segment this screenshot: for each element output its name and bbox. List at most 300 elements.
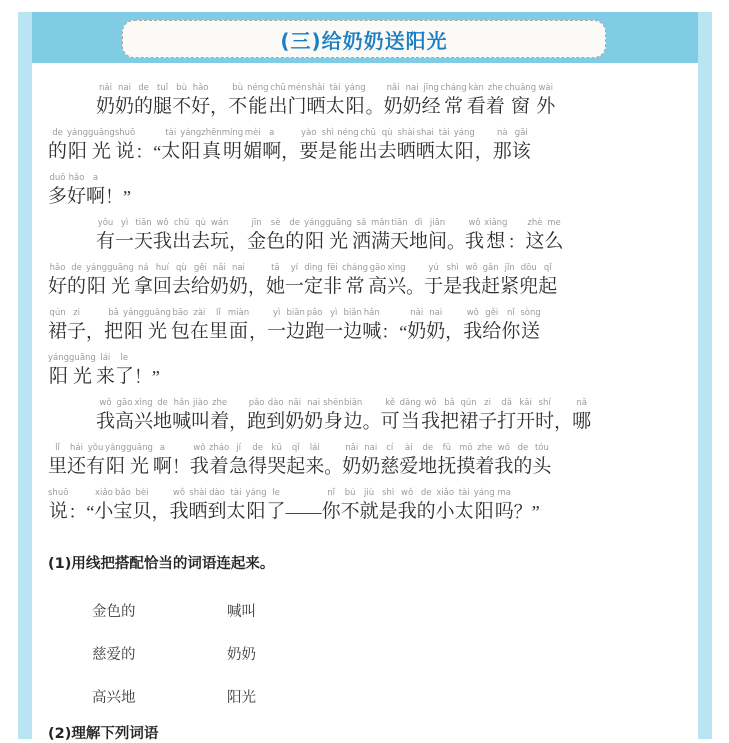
hanzi-character: 这 <box>525 231 545 252</box>
pinyin-annotation: míng <box>221 128 244 138</box>
annotated-character <box>403 83 422 119</box>
hanzi-character: 一 <box>284 276 304 297</box>
hanzi-character: “ <box>153 142 162 162</box>
pinyin-annotation: nai <box>231 263 245 273</box>
annotated-character <box>424 263 443 299</box>
annotated-character <box>482 308 501 344</box>
annotated-character <box>304 218 325 254</box>
pinyin-annotation: xìng <box>134 398 153 408</box>
pinyin-annotation: yào <box>301 128 317 138</box>
annotated-character <box>463 308 482 344</box>
pinyin-annotation: yì <box>330 308 338 318</box>
pinyin-annotation: de <box>138 83 149 93</box>
annotated-character <box>153 83 172 119</box>
pinyin-annotation: le <box>120 353 129 363</box>
hanzi-character: ， <box>445 322 464 342</box>
pinyin-annotation: shài <box>189 488 207 498</box>
annotated-character <box>326 83 345 119</box>
hanzi-character: 裙 <box>48 321 68 342</box>
punctuation-mark <box>152 353 160 389</box>
annotated-character <box>115 83 134 119</box>
annotated-character <box>86 173 105 209</box>
pinyin-annotation: nǎi <box>212 263 226 273</box>
annotated-character <box>115 218 134 254</box>
pinyin-annotation: pǎo <box>248 398 265 408</box>
hanzi-character: ！ <box>133 367 152 387</box>
annotated-character <box>421 398 440 434</box>
pinyin-annotation: de <box>157 398 168 408</box>
matching-left-term[interactable]: 高兴地 <box>92 690 136 706</box>
pinyin-annotation: wǒ <box>401 488 414 498</box>
hanzi-character: 奶 <box>285 411 305 432</box>
punctuation-mark <box>324 443 342 479</box>
hanzi-character: 面 <box>229 321 249 342</box>
annotated-character <box>191 263 210 299</box>
annotated-character <box>172 398 191 434</box>
hanzi-character: 不 <box>228 96 248 117</box>
hanzi-character: 在 <box>189 321 209 342</box>
annotated-character <box>134 218 153 254</box>
hanzi-character: 。 <box>362 412 381 432</box>
hanzi-character: ！ <box>171 457 190 477</box>
pinyin-annotation: shì <box>446 263 459 273</box>
annotated-character <box>115 128 135 164</box>
pinyin-annotation: ài <box>405 443 413 453</box>
hanzi-character: 该 <box>511 141 531 162</box>
annotated-character <box>96 83 115 119</box>
pinyin-annotation: jīng <box>423 83 439 93</box>
hanzi-character: ， <box>554 412 573 432</box>
hanzi-character: 里 <box>48 456 68 477</box>
annotated-character <box>262 128 281 164</box>
hanzi-character: 非 <box>322 276 342 297</box>
annotated-character <box>48 488 68 524</box>
annotated-character <box>525 218 544 254</box>
annotated-character <box>381 398 400 434</box>
hanzi-character: 晒 <box>396 141 416 162</box>
annotated-character <box>360 488 379 524</box>
hanzi-character: 天 <box>134 231 154 252</box>
annotated-character <box>407 308 426 344</box>
hanzi-character: 跑 <box>305 321 325 342</box>
hanzi-character: 边 <box>343 411 363 432</box>
pinyin-annotation: bǎo <box>115 488 131 498</box>
pinyin-annotation: tài <box>458 488 470 498</box>
punctuation-mark <box>445 308 463 344</box>
hanzi-character: 的 <box>285 231 305 252</box>
annotated-character <box>286 443 305 479</box>
punctuation-mark <box>406 263 424 299</box>
hanzi-character: 阳 <box>68 141 88 162</box>
hanzi-character: 说 <box>115 141 135 162</box>
hanzi-character: “ <box>86 502 95 522</box>
matching-left-term[interactable]: 金色的 <box>92 604 136 620</box>
hanzi-character: 光 <box>329 231 349 252</box>
annotated-character <box>481 263 500 299</box>
annotated-character <box>305 443 324 479</box>
pinyin-annotation: nǐ <box>327 488 335 498</box>
passage-line <box>48 344 682 389</box>
hanzi-character: 子 <box>478 411 498 432</box>
annotated-character <box>443 263 462 299</box>
frame-band-right <box>698 12 712 739</box>
pinyin-annotation: bāo <box>172 308 189 318</box>
annotated-character <box>201 128 221 164</box>
hanzi-character: 奶 <box>115 96 135 117</box>
pinyin-annotation: gāi <box>514 128 528 138</box>
hanzi-character: 奶 <box>304 411 324 432</box>
annotated-character <box>361 443 380 479</box>
pinyin-annotation: de <box>420 488 432 498</box>
hanzi-character: 开 <box>516 411 536 432</box>
pinyin-annotation: bǎ <box>108 308 119 318</box>
pinyin-annotation: de <box>517 443 529 453</box>
passage-line <box>48 164 682 209</box>
annotated-character <box>246 488 267 524</box>
pinyin-annotation: yáng <box>473 488 495 498</box>
punctuation-mark <box>475 128 493 164</box>
annotated-character <box>465 218 484 254</box>
passage-line <box>48 389 682 434</box>
hanzi-character: 。 <box>447 232 466 252</box>
pinyin-annotation: wǒ <box>424 398 437 408</box>
pinyin-annotation: hǎo <box>68 173 85 183</box>
annotated-character <box>399 443 418 479</box>
annotated-character <box>325 218 352 254</box>
pinyin-annotation: qún <box>49 308 66 318</box>
hanzi-character: 太 <box>454 501 474 522</box>
hanzi-character: 得 <box>248 456 268 477</box>
hanzi-character: ， <box>247 277 266 297</box>
pinyin-annotation: yáng <box>344 83 366 93</box>
annotated-character <box>318 128 337 164</box>
annotated-character <box>501 308 520 344</box>
hanzi-character: 送 <box>521 321 541 342</box>
annotated-character <box>436 488 455 524</box>
hanzi-character: 赶 <box>481 276 501 297</box>
annotated-character <box>172 263 191 299</box>
pinyin-annotation: dǎ <box>501 398 512 408</box>
annotated-character <box>96 353 115 389</box>
annotated-character <box>67 443 86 479</box>
pinyin-annotation: jiào <box>193 398 209 408</box>
annotated-character <box>144 308 171 344</box>
annotated-character <box>417 488 436 524</box>
annotated-character <box>190 308 209 344</box>
matching-left-term[interactable]: 慈爱的 <box>92 647 136 663</box>
pinyin-annotation: lái <box>309 443 320 453</box>
punctuation-mark <box>304 488 322 524</box>
pinyin-annotation: qù <box>175 263 187 273</box>
pinyin-annotation: dào <box>209 488 225 498</box>
annotated-character <box>266 218 285 254</box>
annotated-character <box>191 83 210 119</box>
annotated-character <box>379 488 398 524</box>
pinyin-annotation: dōu <box>520 263 537 273</box>
pinyin-annotation: zài <box>193 308 206 318</box>
pinyin-annotation: biān <box>343 398 363 408</box>
pinyin-annotation: bù <box>176 83 187 93</box>
hanzi-character: 当 <box>400 411 420 432</box>
hanzi-character: 光 <box>91 141 111 162</box>
hanzi-character: 要 <box>299 141 319 162</box>
hanzi-character: 给 <box>482 321 502 342</box>
annotated-character <box>153 443 172 479</box>
annotated-character <box>478 398 497 434</box>
hanzi-character: ： <box>135 142 154 162</box>
hanzi-character: 奶 <box>383 96 403 117</box>
hanzi-character: — <box>285 502 304 522</box>
matching-right-term[interactable]: 喊叫 <box>227 604 256 620</box>
hanzi-character: 媚 <box>243 141 263 162</box>
pinyin-annotation: kāi <box>519 398 532 408</box>
hanzi-character: 边 <box>343 321 363 342</box>
punctuation-mark <box>229 398 247 434</box>
matching-right-term[interactable]: 阳光 <box>227 690 256 706</box>
hanzi-character: 了 <box>266 501 286 522</box>
pinyin-annotation: nǐ <box>506 308 515 318</box>
annotated-character <box>337 128 358 164</box>
hanzi-character: 我 <box>465 231 485 252</box>
hanzi-character: 想 <box>486 231 506 252</box>
annotated-character <box>345 83 366 119</box>
hanzi-character: 色 <box>266 231 286 252</box>
hanzi-character: 。 <box>406 277 425 297</box>
punctuation-mark <box>68 488 86 524</box>
hanzi-character: 说 <box>48 501 68 522</box>
hanzi-character: ， <box>229 412 248 432</box>
annotated-character <box>418 443 437 479</box>
annotated-character <box>532 443 551 479</box>
pinyin-annotation: bù <box>232 83 243 93</box>
hanzi-character: 我 <box>153 231 173 252</box>
annotated-character <box>191 398 210 434</box>
annotated-character <box>105 443 126 479</box>
annotated-character <box>67 308 86 344</box>
hanzi-character: 那 <box>492 141 512 162</box>
annotated-character <box>288 83 307 119</box>
hanzi-character: 间 <box>428 231 448 252</box>
hanzi-character: 我 <box>421 411 441 432</box>
hanzi-character: 奶 <box>209 276 229 297</box>
hanzi-character: 还 <box>67 456 87 477</box>
pinyin-annotation: tài <box>438 128 450 138</box>
hanzi-character: — <box>303 502 322 522</box>
pinyin-annotation: zhe <box>212 398 228 408</box>
hanzi-character: 有 <box>96 231 116 252</box>
punctuation-mark <box>399 308 407 344</box>
pinyin-annotation: de <box>252 443 263 453</box>
pinyin-annotation: fǔ <box>442 443 452 453</box>
hanzi-character: 去 <box>191 231 211 252</box>
pinyin-annotation: biān <box>343 308 362 318</box>
annotated-character <box>172 218 191 254</box>
hanzi-character: 兜 <box>519 276 539 297</box>
pinyin-annotation: shēn <box>323 398 344 408</box>
annotated-character <box>180 128 201 164</box>
hanzi-character: 高 <box>115 411 135 432</box>
annotated-character <box>169 488 188 524</box>
pinyin-annotation: ná <box>138 263 149 273</box>
annotated-character <box>343 308 362 344</box>
annotated-character <box>228 308 249 344</box>
annotated-character <box>380 443 399 479</box>
pinyin-annotation: tài <box>230 488 242 498</box>
hanzi-character: 我 <box>463 321 483 342</box>
hanzi-character: 边 <box>286 321 306 342</box>
pinyin-annotation: de <box>52 128 63 138</box>
annotated-character <box>48 263 67 299</box>
pinyin-annotation: xiǎng <box>484 218 508 228</box>
hanzi-character: 光 <box>72 366 92 387</box>
hanzi-character: 一 <box>267 321 287 342</box>
hanzi-character: 能 <box>248 96 268 117</box>
pinyin-annotation: hái <box>70 443 83 453</box>
hanzi-character: 阳 <box>345 96 365 117</box>
pinyin-annotation: bú <box>344 488 356 498</box>
pinyin-annotation: chuāng <box>504 83 537 93</box>
hanzi-character: 常 <box>444 96 464 117</box>
pinyin-annotation: gāo <box>116 398 133 408</box>
pinyin-annotation: zi <box>73 308 80 318</box>
annotated-character <box>344 398 363 434</box>
annotated-character <box>324 308 343 344</box>
punctuation-mark <box>286 488 304 524</box>
pinyin-annotation: wǒ <box>156 218 169 228</box>
hanzi-character: ， <box>281 142 300 162</box>
pinyin-annotation: yí <box>290 263 299 273</box>
pinyin-annotation: xiǎo <box>436 488 455 498</box>
pinyin-annotation: guāng <box>88 128 115 138</box>
annotated-character <box>307 83 326 119</box>
pinyin-annotation: jí <box>236 443 242 453</box>
annotated-character <box>342 263 368 299</box>
pinyin-annotation: ma <box>497 488 511 498</box>
punctuation-mark <box>135 128 153 164</box>
hanzi-character: 好 <box>48 276 68 297</box>
punctuation-mark <box>447 218 465 254</box>
annotated-character <box>96 218 115 254</box>
hanzi-character: 里 <box>208 321 228 342</box>
hanzi-character: 光 <box>129 456 149 477</box>
hanzi-character: 着 <box>209 456 229 477</box>
hanzi-character: 把 <box>440 411 460 432</box>
annotated-character <box>362 308 381 344</box>
pinyin-annotation: guāng <box>126 443 153 453</box>
pinyin-annotation: gāo <box>369 263 386 273</box>
pinyin-annotation: cháng <box>342 263 369 273</box>
matching-right-term[interactable]: 奶奶 <box>227 647 256 663</box>
pinyin-annotation: néng <box>247 83 269 93</box>
annotated-character <box>285 398 304 434</box>
pinyin-annotation: wǒ <box>193 443 206 453</box>
pinyin-annotation: sòng <box>520 308 541 318</box>
annotated-character <box>474 488 495 524</box>
hanzi-character: 的 <box>513 456 533 477</box>
annotated-character <box>305 308 324 344</box>
hanzi-character: 地 <box>153 411 173 432</box>
annotated-character <box>428 218 447 254</box>
annotated-character <box>440 398 459 434</box>
annotated-character <box>190 443 209 479</box>
annotated-character <box>535 398 554 434</box>
punctuation-mark <box>151 488 169 524</box>
annotated-character <box>67 263 86 299</box>
hanzi-character: 是 <box>443 276 463 297</box>
hanzi-character: 抚 <box>437 456 457 477</box>
hanzi-character: 玩 <box>210 231 230 252</box>
hanzi-character: 太 <box>226 501 246 522</box>
hanzi-character: 常 <box>345 276 365 297</box>
pinyin-annotation: wǒ <box>99 398 112 408</box>
hanzi-character: 天 <box>390 231 410 252</box>
hanzi-character: 明 <box>222 141 242 162</box>
pinyin-annotation: guāng <box>144 308 171 318</box>
annotated-character <box>475 443 494 479</box>
annotated-character <box>519 263 538 299</box>
pinyin-annotation: qǐ <box>291 443 300 453</box>
pinyin-annotation: yáng <box>86 263 108 273</box>
annotated-character <box>400 398 421 434</box>
punctuation-mark <box>514 488 532 524</box>
pinyin-annotation: hǎn <box>173 398 190 408</box>
pinyin-annotation: nai <box>405 83 419 93</box>
annotated-character <box>222 128 243 164</box>
pinyin-annotation: jīn <box>251 218 262 228</box>
annotated-character <box>247 83 268 119</box>
hanzi-character: 奶 <box>426 321 446 342</box>
annotated-character <box>462 263 481 299</box>
pinyin-annotation: yáng <box>304 218 326 228</box>
annotated-character <box>171 308 190 344</box>
hanzi-character: 我 <box>494 456 514 477</box>
hanzi-character: 的 <box>134 96 154 117</box>
punctuation-mark <box>532 488 540 524</box>
hanzi-character: 我 <box>189 456 209 477</box>
annotated-character <box>371 218 390 254</box>
pinyin-annotation: kàn <box>468 83 484 93</box>
hanzi-character: 奶 <box>361 456 381 477</box>
hanzi-character: 我 <box>397 501 417 522</box>
punctuation-mark <box>123 173 131 209</box>
matching-row <box>92 643 432 686</box>
pinyin-annotation: jiù <box>364 488 375 498</box>
pinyin-annotation: guāng <box>69 353 96 363</box>
hanzi-character: 高 <box>368 276 388 297</box>
annotated-character <box>486 83 505 119</box>
annotated-character <box>210 218 229 254</box>
hanzi-character: 兴 <box>134 411 154 432</box>
pinyin-annotation: kě <box>385 398 396 408</box>
pinyin-annotation: duō <box>49 173 66 183</box>
pinyin-annotation: wǒ <box>465 263 478 273</box>
annotated-character <box>67 173 86 209</box>
frame-band-left <box>18 12 32 739</box>
question-1-label: (1)用线把搭配恰当的词语连起来。 <box>48 556 275 572</box>
pinyin-annotation: nǎ <box>576 398 587 408</box>
punctuation-mark <box>134 353 152 389</box>
hanzi-character: 打 <box>497 411 517 432</box>
matching-exercise <box>92 600 432 729</box>
pinyin-annotation: hǎn <box>363 308 380 318</box>
hanzi-character: ： <box>381 322 400 342</box>
annotated-character <box>227 488 246 524</box>
annotated-character <box>500 263 519 299</box>
pinyin-annotation: shài <box>307 83 325 93</box>
passage-line <box>48 254 682 299</box>
hanzi-character: 来 <box>95 366 115 387</box>
pinyin-annotation: dào <box>267 398 284 408</box>
